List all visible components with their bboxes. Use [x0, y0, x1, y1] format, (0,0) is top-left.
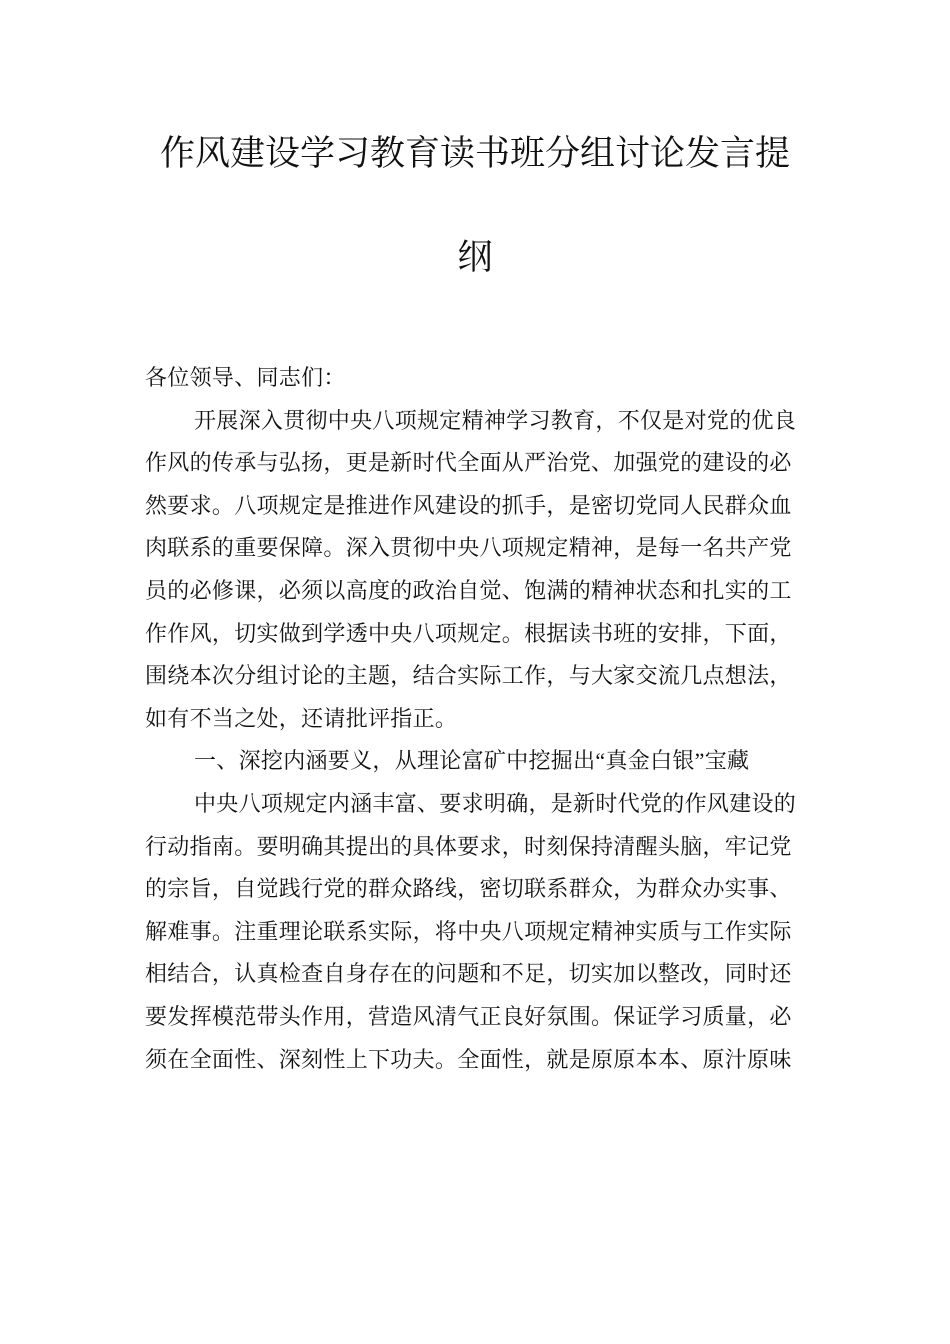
text-line: 一、深挖内涵要义，从理论富矿中挖掘出“真金白银”宝藏 [194, 748, 750, 774]
salutation: 各位领导、同志们： [145, 365, 346, 390]
text-line: 中央八项规定内涵丰富、要求明确，是新时代党的作风建设的 [194, 790, 797, 816]
text-line: 开展深入贯彻中央八项规定精神学习教育，不仅是对党的优良 [194, 407, 797, 433]
text-line: 员的必修课，必须以高度的政治自觉、饱满的精神状态和扎实的工 [145, 577, 792, 603]
text-line: 相结合，认真检查自身存在的问题和不足，切实加以整改，同时还 [145, 961, 792, 987]
text-line: 要发挥模范带头作用，营造风清气正良好氛围。保证学习质量，必 [145, 1003, 792, 1029]
text-line: 作作风，切实做到学透中央八项规定。根据读书班的安排，下面， [145, 620, 792, 646]
text-line: 行动指南。要明确其提出的具体要求，时刻保持清醒头脑，牢记党 [145, 833, 792, 859]
text-line: 肉联系的重要保障。深入贯彻中央八项规定精神，是每一名共产党 [145, 535, 792, 561]
text-line: 围绕本次分组讨论的主题，结合实际工作，与大家交流几点想法， [145, 663, 792, 689]
document-title-line-1: 作风建设学习教育读书班分组讨论发言提 [159, 134, 790, 173]
text-line: 然要求。八项规定是推进作风建设的抓手，是密切党同人民群众血 [145, 492, 792, 518]
document-body [145, 360, 815, 1084]
text-line: 作风的传承与弘扬，更是新时代全面从严治党、加强党的建设的必 [145, 450, 792, 476]
text-line: 须在全面性、深刻性上下功夫。全面性，就是原原本本、原汁原味 [145, 1046, 792, 1072]
text-line: 如有不当之处，还请批评指正。 [145, 705, 458, 731]
document-title-line-2: 纲 [457, 238, 493, 277]
text-line: 的宗旨，自觉践行党的群众路线，密切联系群众，为群众办实事、 [145, 876, 792, 902]
text-line: 解难事。注重理论联系实际，将中央八项规定精神实质与工作实际 [145, 918, 792, 944]
